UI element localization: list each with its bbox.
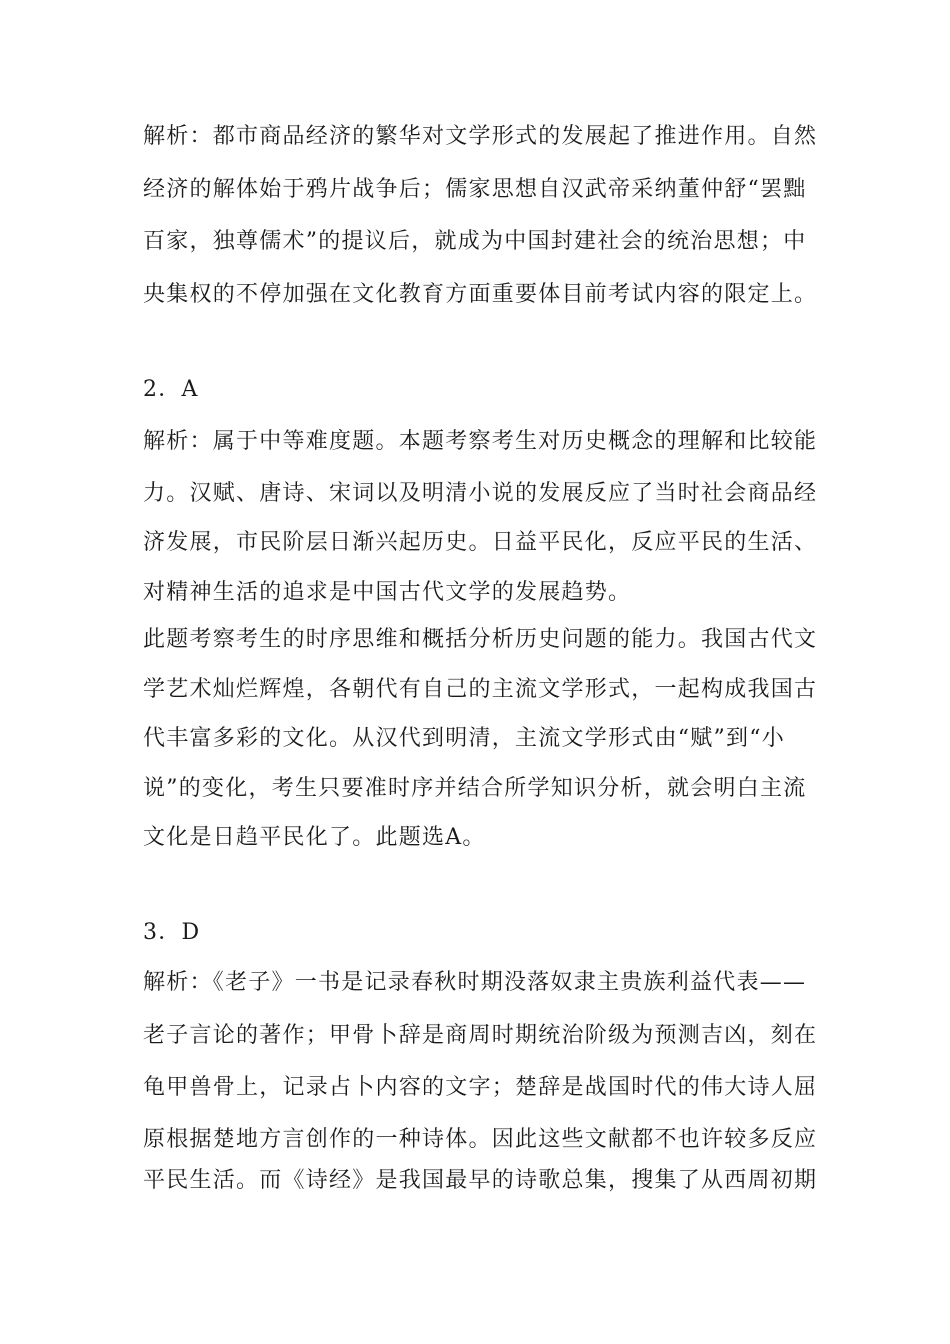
s2-analysis-line-8: 说”的变化，考生只要准时序并结合所学知识分析，就会明白主流 xyxy=(143,776,807,801)
s3-analysis-line-1: 解析：《老子》一书是记录春秋时期没落奴隶主贵族利益代表—— xyxy=(143,970,807,995)
s3-analysis-line-2: 老子言论的著作；甲骨卜辞是商周时期统治阶级为预测吉凶，刻在 xyxy=(143,1023,818,1048)
s2-analysis-line-9: 文化是日趋平民化了。此题选A。 xyxy=(143,825,486,850)
s2-analysis-line-2: 力。汉赋、唐诗、宋词以及明清小说的发展反应了当时社会商品经 xyxy=(143,481,818,506)
s1-analysis-line-4: 央集权的不停加强在文化教育方面重要体目前考试内容的限定上。 xyxy=(143,282,818,307)
s2-heading: 2．A xyxy=(143,377,199,402)
s2-analysis-line-4: 对精神生活的追求是中国古代文学的发展趋势。 xyxy=(143,580,632,605)
s3-analysis-line-4: 原根据楚地方言创作的一种诗体。因此这些文献都不也许较多反应 xyxy=(143,1127,818,1152)
s1-analysis-line-3: 百家，独尊儒术”的提议后，就成为中国封建社会的统治思想；中 xyxy=(143,229,807,254)
s1-analysis-line-1: 解析：都市商品经济的繁华对文学形式的发展起了推进作用。自然 xyxy=(143,124,818,149)
s3-heading: 3．D xyxy=(143,920,201,945)
s1-analysis-line-2: 经济的解体始于鸦片战争后；儒家思想自汉武帝采纳董仲舒“罢黜 xyxy=(143,177,807,202)
s2-analysis-line-6: 学艺术灿烂辉煌，各朝代有自己的主流文学形式，一起构成我国古 xyxy=(143,677,818,702)
s3-analysis-line-3: 龟甲兽骨上，记录占卜内容的文字；楚辞是战国时代的伟大诗人屈 xyxy=(143,1075,818,1100)
s2-analysis-line-5: 此题考察考生的时序思维和概括分析历史问题的能力。我国古代文 xyxy=(143,627,818,652)
s2-analysis-line-7: 代丰富多彩的文化。从汉代到明清，主流文学形式由“赋”到“小 xyxy=(143,726,785,751)
s3-analysis-line-5: 平民生活。而《诗经》是我国最早的诗歌总集，搜集了从西周初期 xyxy=(143,1168,818,1193)
s2-analysis-line-1: 解析：属于中等难度题。本题考察考生对历史概念的理解和比较能 xyxy=(143,429,818,454)
s2-analysis-line-3: 济发展，市民阶层日渐兴起历史。日益平民化，反应平民的生活、 xyxy=(143,530,818,555)
